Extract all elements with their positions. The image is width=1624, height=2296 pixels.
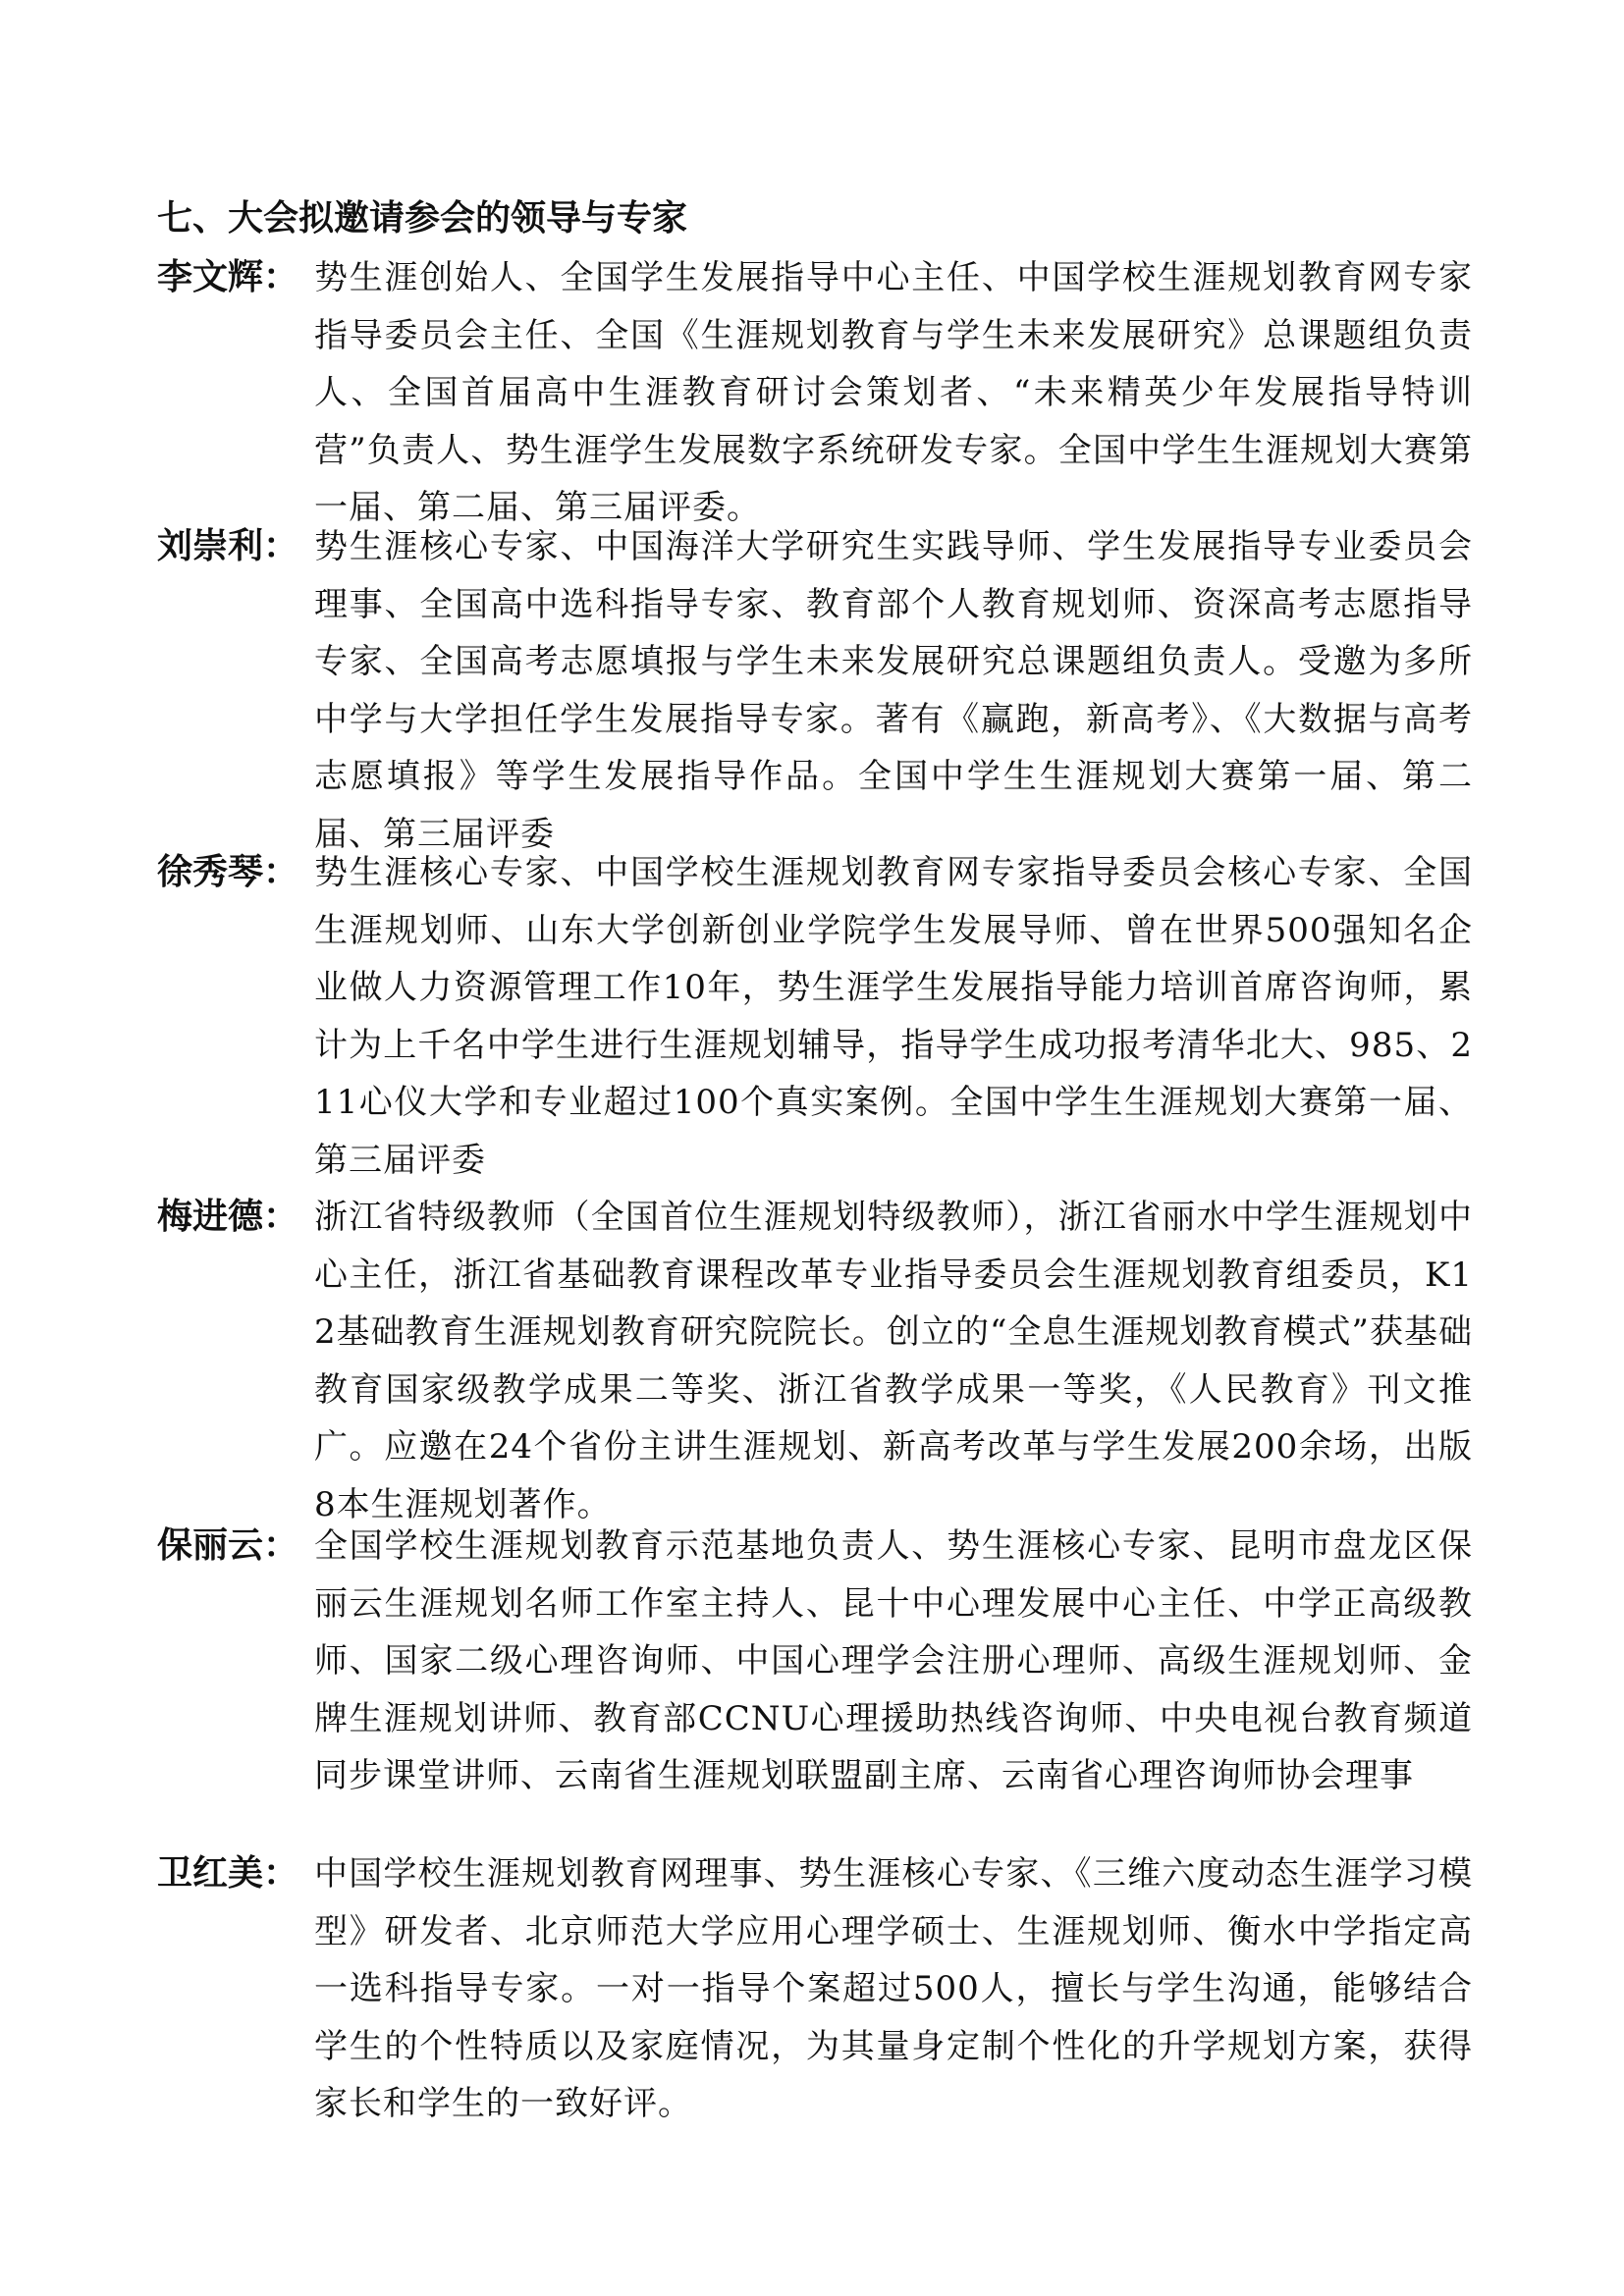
expert-name: 梅进德： [157,1197,299,1237]
expert-name: 卫红美： [157,1853,299,1894]
expert-name: 徐秀琴： [157,852,299,892]
expert-name: 刘崇利： [157,526,299,566]
expert-name: 李文辉： [157,257,299,297]
expert-bio: 全国学校生涯规划教育示范基地负责人、势生涯核心专家、昆明市盘龙区保丽云生涯规划名师工作室主持人、昆十中心理发展中心主任、中学正高级教师、国家二级心理咨询师、中国心理学会注册心理师、高级生涯规划师、金牌生涯规划讲师、教育部CCNU心理援助热线咨询师、中央电视台教育频道同步课堂讲师、云南省生涯规划联盟副主席、云南省心理咨询师协会理事 [314,1526,1473,1795]
expert-name: 保丽云： [157,1525,299,1566]
expert-bio: 浙江省特级教师（全国首位生涯规划特级教师），浙江省丽水中学生涯规划中心主任，浙江省基础教育课程改革专业指导委员会生涯规划教育组委员，K12基础教育生涯规划教育研究院院长。创立的“全息生涯规划教育模式”获基础教育国家级教学成果二等奖、浙江省教学成果一等奖，《人民教育》刊文推广。应邀在24个省份主讲生涯规划、新高考改革与学生发展200余场，出版8本生涯规划著作。 [314,1198,1473,1524]
expert-bio: 势生涯核心专家、中国学校生涯规划教育网专家指导委员会核心专家、全国生涯规划师、山东大学创新创业学院学生发展导师、曾在世界500强知名企业做人力资源管理工作10年，势生涯学生发展指导能力培训首席咨询师，累计为上千名中学生进行生涯规划辅导，指导学生成功报考清华北大、985、211心仪大学和专业超过100个真实案例。全国中学生生涯规划大赛第一届、第三届评委 [314,853,1473,1180]
expert-bio: 势生涯创始人、全国学生发展指导中心主任、中国学校生涯规划教育网专家指导委员会主任、全国《生涯规划教育与学生未来发展研究》总课题组负责人、全国首届高中生涯教育研讨会策划者、“未来精英少年发展指导特训营”负责人、势生涯学生发展数字系统研发专家。全国中学生生涯规划大赛第一届、第二届、第三届评委。 [314,258,1473,527]
section-title: 七、大会拟邀请参会的领导与专家 [157,198,688,239]
expert-bio: 中国学校生涯规划教育网理事、势生涯核心专家、《三维六度动态生涯学习模型》研发者、北京师范大学应用心理学硕士、生涯规划师、衡水中学指定高一选科指导专家。一对一指导个案超过500人，擅长与学生沟通，能够结合学生的个性特质以及家庭情况，为其量身定制个性化的升学规划方案，获得家长和学生的一致好评。 [314,1854,1473,2123]
expert-bio: 势生涯核心专家、中国海洋大学研究生实践导师、学生发展指导专业委员会理事、全国高中选科指导专家、教育部个人教育规划师、资深高考志愿指导专家、全国高考志愿填报与学生未来发展研究总课题组负责人。受邀为多所中学与大学担任学生发展指导专家。著有《赢跑，新高考》、《大数据与高考志愿填报》等学生发展指导作品。全国中学生生涯规划大赛第一届、第二届、第三届评委 [314,527,1473,854]
